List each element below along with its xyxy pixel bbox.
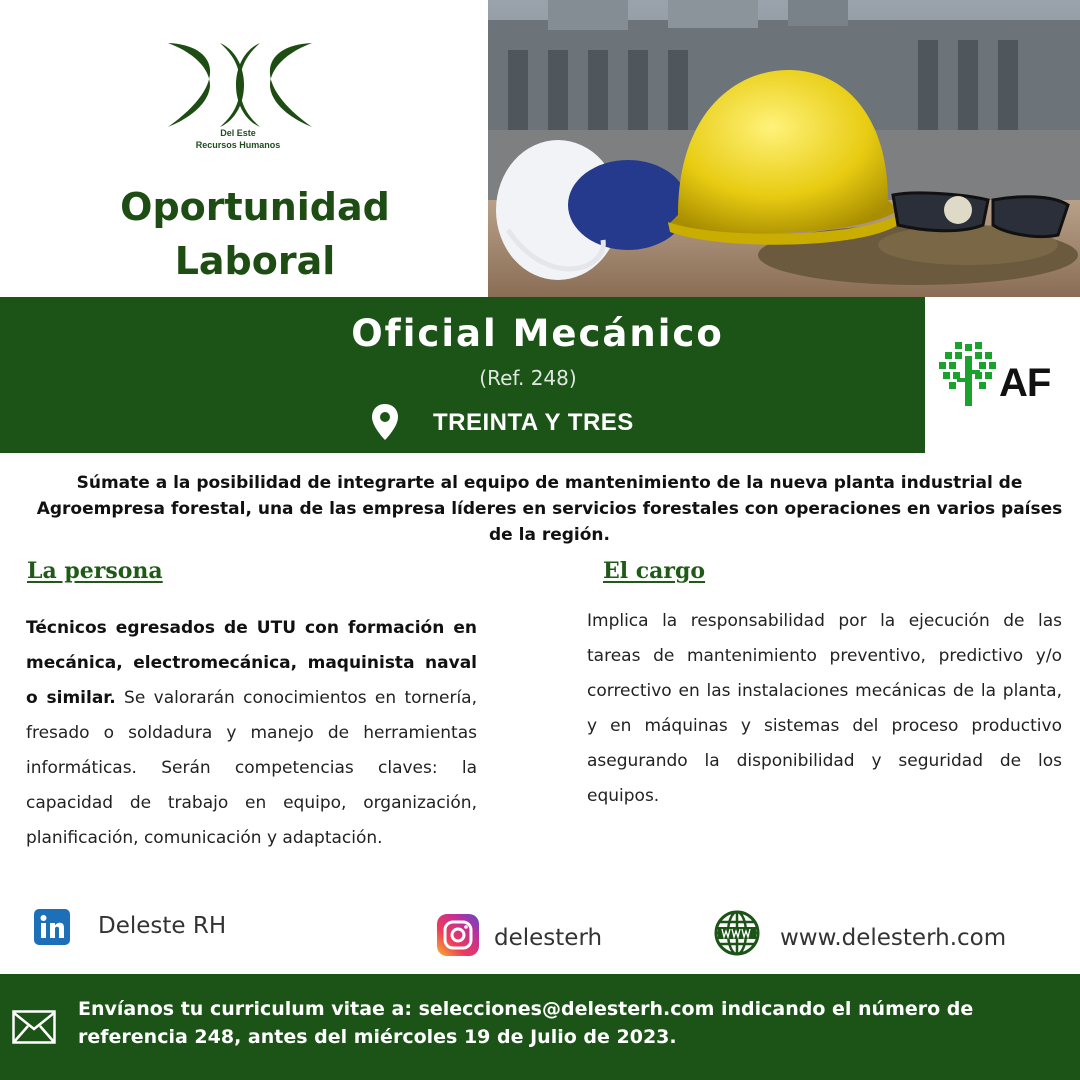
- persona-heading: La persona: [27, 558, 163, 584]
- headline-line2: Laboral: [174, 239, 336, 283]
- cargo-heading: El cargo: [603, 558, 706, 584]
- mail-icon: [12, 1010, 56, 1044]
- brand-name: [178, 127, 298, 151]
- instagram-label[interactable]: delesterh: [494, 925, 603, 951]
- partner-logo-text: AF: [999, 361, 1051, 405]
- persona-description: [26, 611, 477, 856]
- persona-requirements: Técnicos egresados de UTU con formación en mecánica, electromecánica, maquinista naval o similar.: [26, 618, 477, 708]
- partner-logo: [925, 297, 1080, 453]
- page-headline: [60, 180, 450, 288]
- brand-name-line1: Del Este: [220, 128, 256, 138]
- job-reference: (Ref. 248): [479, 366, 577, 390]
- footer-cta-text: Envíanos tu curriculum vitae a: selecciones@delesterh.com indicando el número de referencia 248, antes del miércoles 19 de Julio de 2023.: [78, 998, 974, 1048]
- linkedin-label[interactable]: Deleste RH: [98, 913, 227, 939]
- brand-name-line2: Recursos Humanos: [195, 140, 281, 150]
- globe-icon[interactable]: [714, 910, 760, 956]
- job-title: Oficial Mecánico: [351, 312, 724, 355]
- safety-equipment-photo: [488, 0, 1080, 297]
- delesterh-logo: [160, 35, 320, 135]
- tree-icon: [939, 342, 997, 408]
- website-label[interactable]: www.delesterh.com: [780, 925, 1007, 951]
- persona-competencies: Se valorarán conocimientos en tornería, fresado o soldadura y manejo de herramientas informáticas. Serán competencias claves: la capacidad de trabajo en equipo, organización, planificación, comunicación y adaptación.: [26, 688, 477, 848]
- job-location: TREINTA Y TRES: [433, 409, 634, 436]
- intro-text: Súmate a la posibilidad de integrarte al equipo de mantenimiento de la nueva planta industrial de Agroempresa forestal, una de las empresa líderes en servicios forestales con operaciones en varios países de la región.: [36, 473, 1063, 545]
- linkedin-icon[interactable]: [34, 909, 70, 945]
- location-pin-icon: [372, 404, 398, 440]
- instagram-icon[interactable]: [437, 914, 479, 956]
- cargo-description: Implica la responsabilidad por la ejecución de las tareas de mantenimiento preventivo, predictivo y/o correctivo en las instalaciones mecánicas de la planta, y en máquinas y sistemas del proceso productivo asegurando la disponibilidad y seguridad de los equipos.: [587, 611, 1062, 806]
- headline-line1: Oportunidad: [120, 185, 390, 229]
